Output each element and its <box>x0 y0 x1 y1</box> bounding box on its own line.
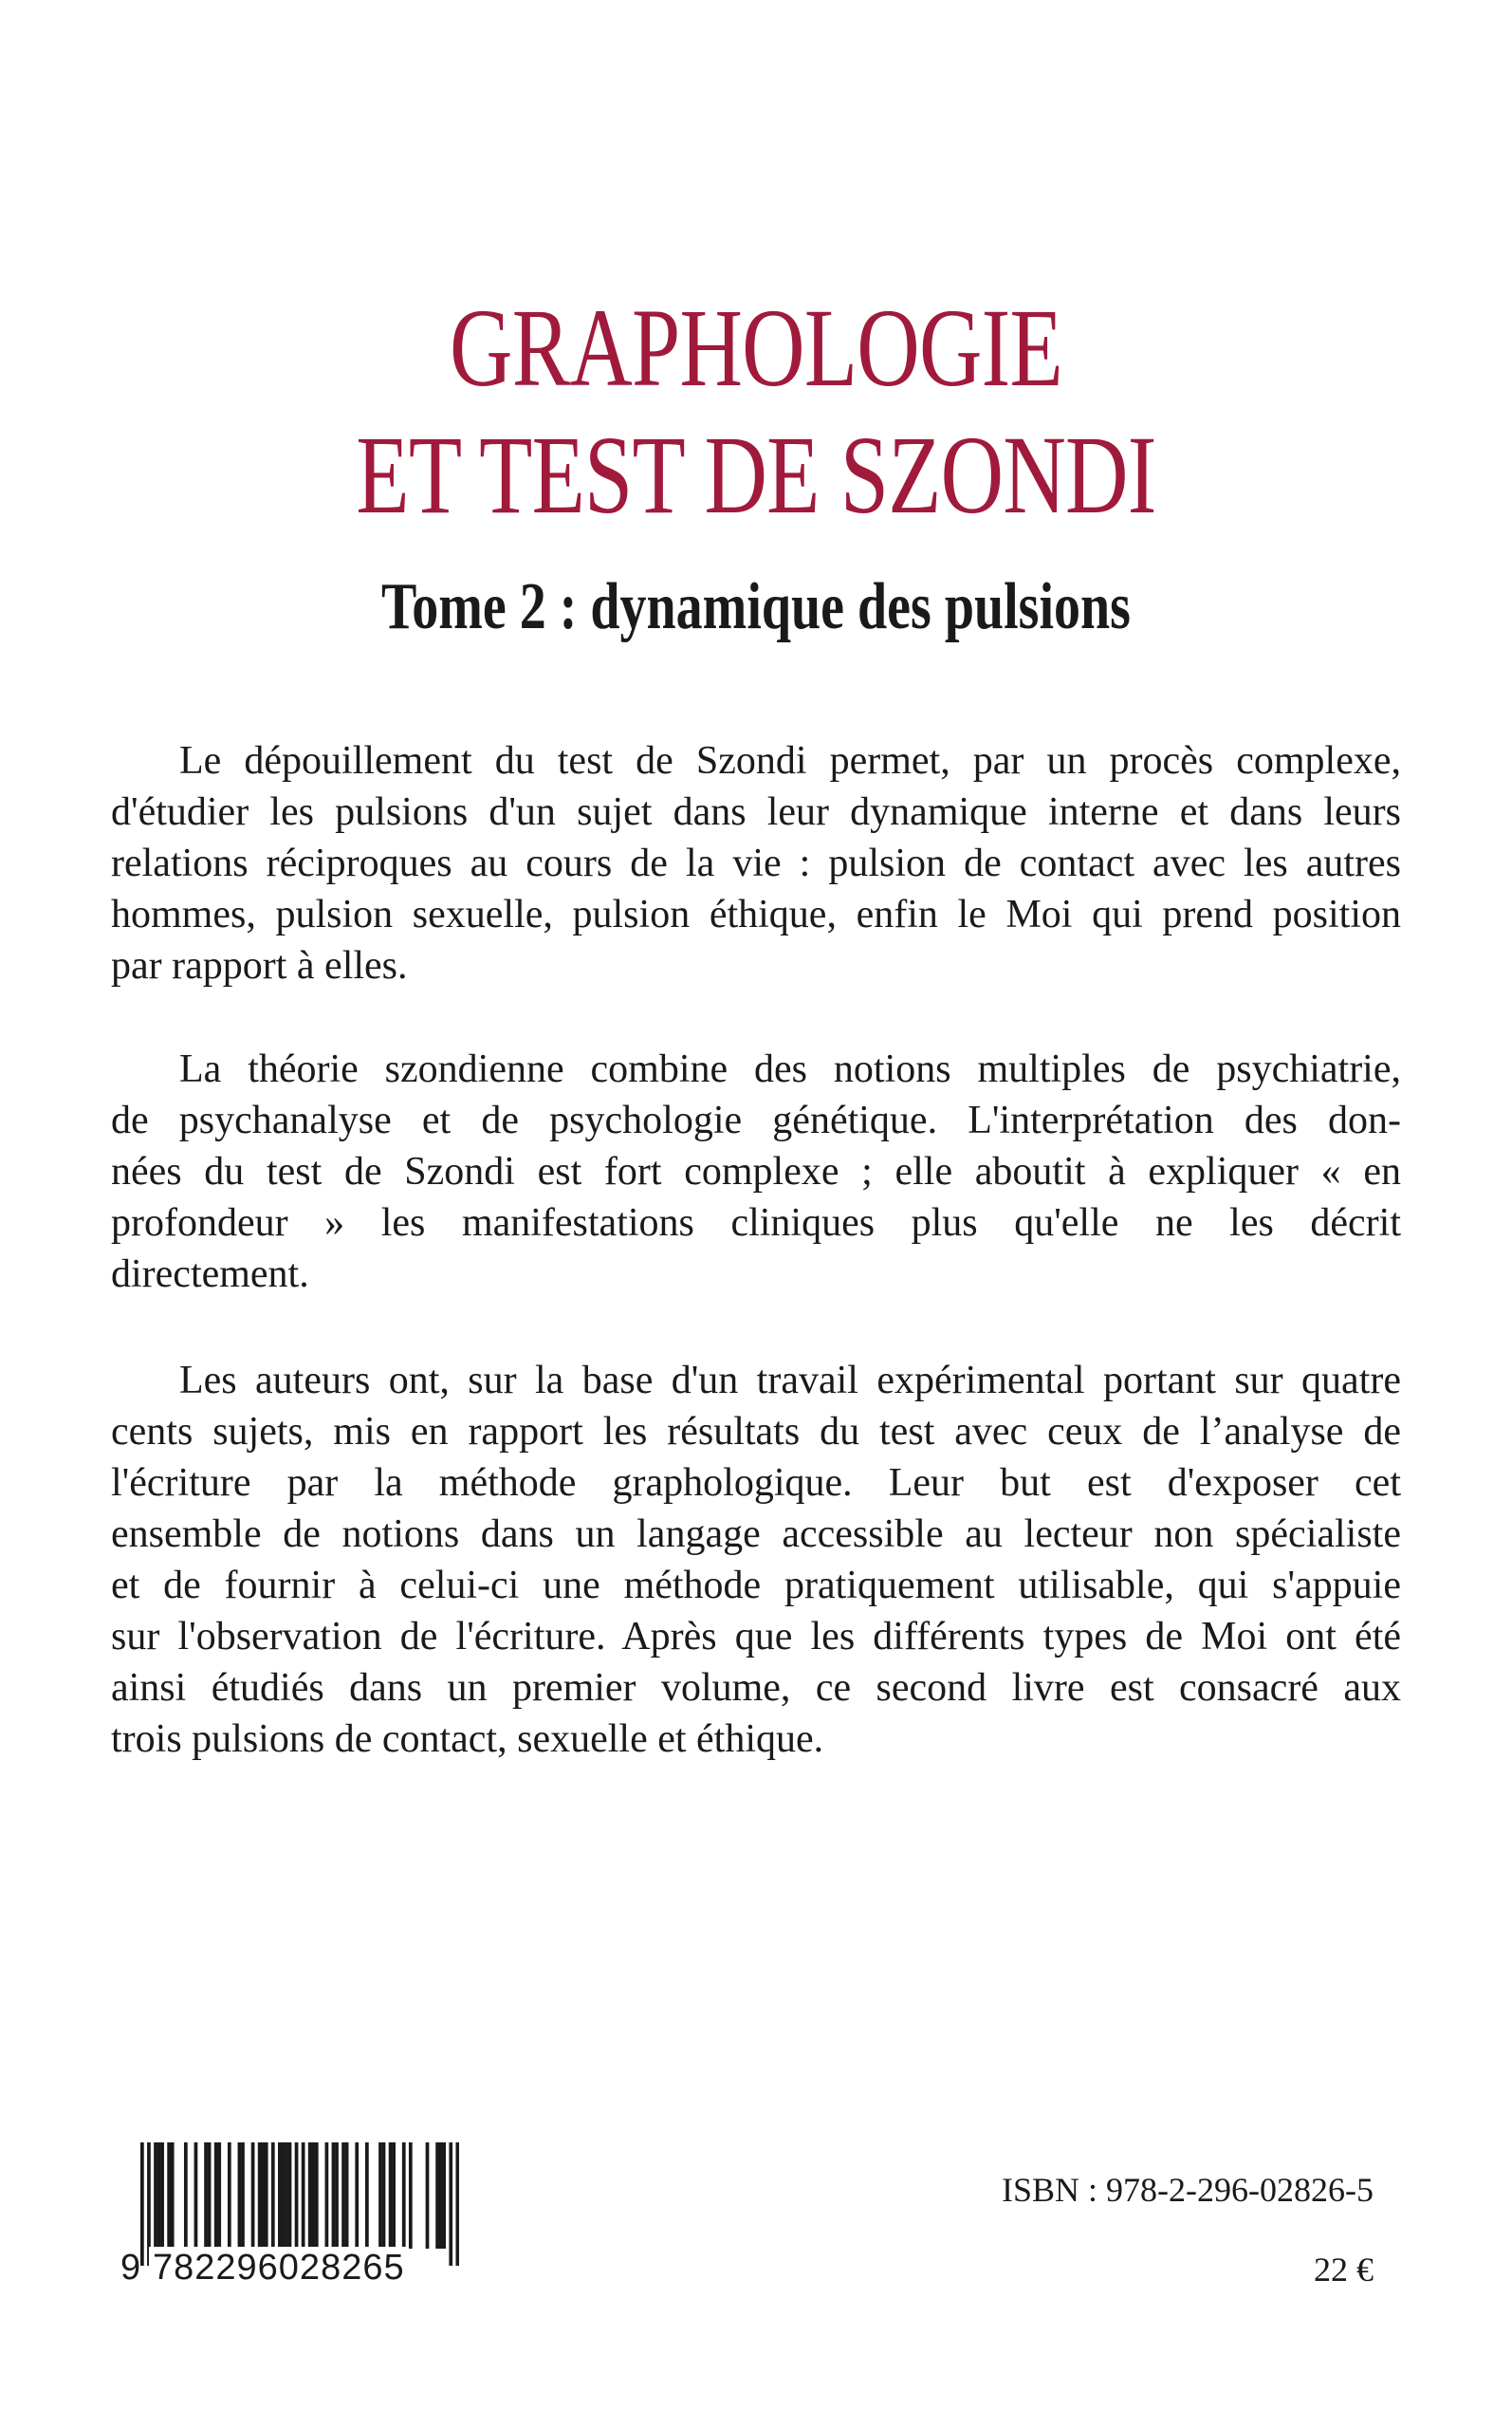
barcode-bar <box>204 2142 208 2249</box>
text-line: cents sujets, mis en rapport les résultats du test avec ceux de l’analyse de <box>111 1410 1401 1454</box>
text-line: La théorie szondienne combine des notions multiples de psychiatrie, <box>179 1047 1401 1091</box>
barcode-bar <box>392 2142 396 2249</box>
book-title-line-2: ET TEST DE SZONDI <box>356 413 1156 537</box>
barcode-bar <box>217 2142 221 2249</box>
text-line: par rapport à elles. <box>111 944 408 988</box>
barcode-bar <box>332 2142 336 2249</box>
barcode-bar <box>341 2142 345 2249</box>
barcode-bar <box>285 2142 288 2249</box>
barcode-bar <box>184 2142 188 2249</box>
barcode-bar <box>157 2142 161 2249</box>
text-line: Les auteurs ont, sur la base d'un travail expérimental portant sur quatre <box>179 1359 1401 1402</box>
barcode-bar <box>345 2142 349 2249</box>
barcode-bar <box>409 2142 413 2249</box>
barcode-bar <box>258 2142 262 2249</box>
barcode-bar <box>435 2142 439 2249</box>
book-subtitle: Tome 2 : dynamique des pulsions <box>381 570 1131 643</box>
barcode-bar <box>308 2142 312 2249</box>
barcode-bar <box>389 2142 393 2249</box>
barcode-bar <box>355 2142 359 2249</box>
text-line: profondeur » les manifestations cliniques plus qu'elle ne les décrit <box>111 1201 1401 1245</box>
text-line: hommes, pulsion sexuelle, pulsion éthique, enfin le Moi qui prend position <box>111 893 1401 936</box>
barcode-bar <box>282 2142 286 2249</box>
text-line: trois pulsions de contact, sexuelle et éthique. <box>111 1717 824 1761</box>
barcode-bar <box>265 2142 268 2249</box>
barcode-bar <box>238 2142 242 2249</box>
barcode-bar <box>160 2142 164 2249</box>
barcode-bar <box>402 2142 406 2249</box>
text-line: sur l'observation de l'écriture. Après que les différents types de Moi ont été <box>111 1615 1401 1659</box>
barcode-bar <box>278 2142 282 2249</box>
text-line: ensemble de notions dans un langage accessible au lecteur non spécialiste <box>111 1512 1401 1556</box>
barcode-bar <box>271 2142 275 2249</box>
barcode-bar <box>315 2142 319 2249</box>
barcode-bar <box>171 2142 175 2249</box>
text-line: Le dépouillement du test de Szondi permet, par un procès complexe, <box>179 739 1401 783</box>
text-line: nées du test de Szondi est fort complexe ; elle aboutit à expliquer « en <box>111 1150 1401 1194</box>
barcode-bar <box>214 2142 218 2249</box>
barcode-bar <box>194 2142 198 2249</box>
text-line: l'écriture par la méthode graphologique. Leur but est d'exposer cet <box>111 1461 1401 1505</box>
isbn-label: ISBN : 978-2-296-02826-5 <box>1002 2171 1374 2209</box>
barcode-bar <box>382 2142 386 2249</box>
text-line: directement. <box>111 1252 309 1296</box>
barcode-bar <box>241 2142 245 2249</box>
barcode-bar <box>167 2142 171 2249</box>
barcode-bar <box>439 2142 443 2249</box>
blurb-paragraph-1 <box>111 735 1401 991</box>
blurb-paragraph-2 <box>111 1044 1401 1300</box>
barcode-bar <box>228 2142 231 2249</box>
barcode-bar <box>311 2142 315 2249</box>
barcode-bar <box>378 2142 382 2249</box>
book-title-line-1: GRAPHOLOGIE <box>450 286 1062 410</box>
text-line: relations réciproques au cours de la vie : pulsion de contact avec les autres <box>111 842 1401 885</box>
barcode-bar <box>442 2142 446 2249</box>
barcode-bar <box>325 2142 329 2249</box>
barcode-bar <box>261 2142 265 2249</box>
barcode-bar <box>335 2142 339 2249</box>
barcode-bar <box>251 2142 255 2249</box>
barcode-bar <box>288 2142 292 2249</box>
text-line: de psychanalyse et de psychologie génétique. L'interprétation des don- <box>111 1099 1401 1142</box>
barcode-bar <box>426 2142 430 2249</box>
barcode-first-digit: 9 <box>120 2248 141 2288</box>
barcode-digits: 782296028265 <box>149 2247 409 2289</box>
barcode-bar <box>154 2142 157 2249</box>
text-line: et de fournir à celui-ci une méthode pratiquement utilisable, qui s'appuie <box>111 1564 1401 1607</box>
text-line: d'étudier les pulsions d'un sujet dans leur dynamique interne et dans leurs <box>111 790 1401 834</box>
text-line: ainsi étudiés dans un premier volume, ce second livre est consacré aux <box>111 1666 1401 1710</box>
blurb-paragraph-3 <box>111 1355 1401 1765</box>
barcode-bar <box>208 2142 212 2249</box>
price-label: 22 € <box>1314 2251 1374 2289</box>
barcode-bar <box>365 2142 369 2249</box>
barcode-number <box>120 2247 462 2289</box>
